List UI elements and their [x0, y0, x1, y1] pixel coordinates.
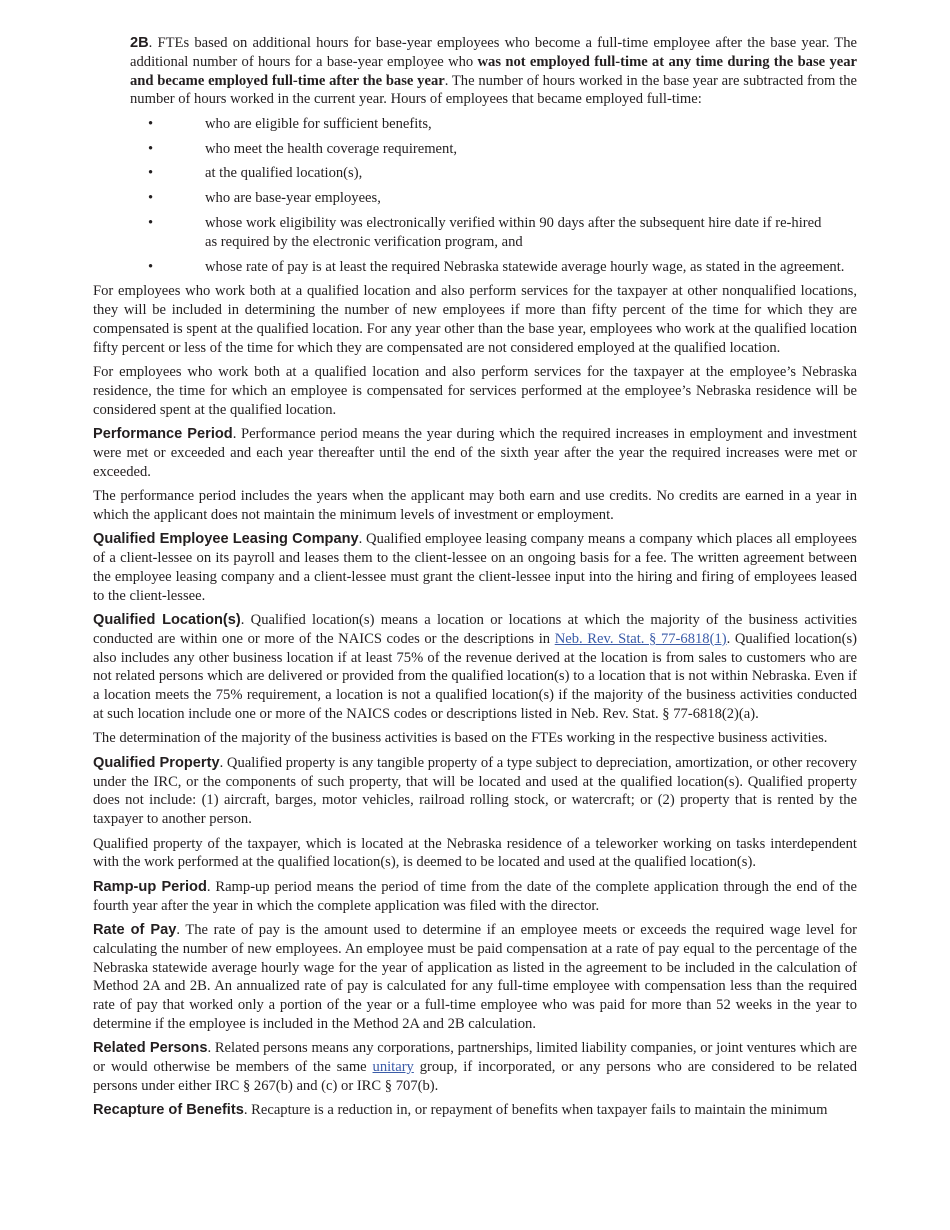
bullet-icon: •: [148, 115, 154, 132]
leasing-company-term: Qualified Employee Leasing Company: [93, 531, 359, 548]
qualified-property-followup: Qualified property of the taxpayer, which is located at the Nebraska residence of a teleworker working on tasks interdependent with the work performed at the qualified location(s), is deemed to be located and used at the qualified location(s).: [93, 835, 857, 871]
document-page: [93, 34, 857, 1126]
list-item: • who meet the health coverage requirement,: [148, 140, 458, 157]
qualified-location-followup: The determination of the majority of the business activities is based on the FTEs working in the respective business activities.: [93, 730, 828, 747]
nebraska-residence-paragraph: For employees who work both at a qualified location and also perform services for the taxpayer at the employee’s Nebraska residence, the time for which an employee is compensated for services performed at the employee’s Nebraska residence will be considered spent at the qualified location.: [93, 364, 857, 418]
section-2b-emphasis: was not employed full-time at any time during the base year and became employed full-time after the base year: [130, 53, 857, 89]
ramp-up-period-term: Ramp-up Period: [93, 878, 207, 895]
qualified-location-definition: Qualified Location(s). Qualified location(s) means a location or locations at which the majority of the business activities conducted are within one or more of the NAICS codes or the descriptions in Neb. Rev. Stat. § 77-6818(1). Qualified location(s) also includes any other business location if at least 75% of the revenue derived at the location is from sales to customers who are not related persons which are delivered or provided from the qualified location(s) to a location that is not within Nebraska. Even if a location meets the 75% requirement, a location is not a qualified location(s) if the majority of the business activities conducted at such location include one or more of the NAICS codes or descriptions listed in Neb. Rev. Stat. § 77-6818(2)(a).: [93, 612, 857, 723]
list-item: • whose work eligibility was electronically verified within 90 days after the subsequent hire date if re-hired as required by the electronic verification program, and: [148, 214, 822, 250]
rate-of-pay-definition: Rate of Pay. The rate of pay is the amount used to determine if an employee meets or exceeds the required wage level for calculating the number of new employees. An employee must be paid compensation at a rate of pay equal to the percentage of the Nebraska statewide average hourly wage for the year of application as listed in the agreement to be included in the calculation of Method 2A and 2B. An annualized rate of pay is calculated for any full-time employee with compensation less than the required rate of pay that worked only a portion of the year or a full-time employee who was paid for more than 52 weeks in the year to determine if the employee is included in the Method 2A and 2B calculation.: [93, 922, 857, 1032]
recapture-definition: Recapture of Benefits. Recapture is a reduction in, or repayment of benefits when taxpayer fails to maintain the minimum: [93, 1102, 828, 1119]
list-item: • whose rate of pay is at least the required Nebraska statewide average hourly wage, as stated in the agreement.: [148, 258, 845, 275]
qualified-location-term: Qualified Location(s): [93, 612, 241, 629]
recapture-term: Recapture of Benefits: [93, 1102, 244, 1119]
unitary-link[interactable]: unitary: [372, 1059, 414, 1076]
related-persons-definition: Related Persons. Related persons means any corporations, partnerships, limited liability companies, or joint ventures which are or would otherwise be members of the same unitary group, if incorporated, or any persons who are considered to be related persons under either IRC § 267(b) and (c) or IRC § 707(b).: [93, 1040, 857, 1094]
performance-period-term: Performance Period: [93, 426, 233, 443]
bullet-icon: •: [148, 214, 154, 231]
performance-period-definition: Performance Period. Performance period means the year during which the required increases in employment and investment were met or exceeded and each year thereafter until the end of the sixth year after the year the required increases were met or exceeded.: [93, 426, 857, 480]
list-item: • who are base-year employees,: [148, 190, 381, 207]
rate-of-pay-term: Rate of Pay: [93, 922, 177, 938]
nonqualified-locations-paragraph: For employees who work both at a qualified location and also perform services for the taxpayer at other nonqualified locations, they will be included in determining the number of new employees if more than fifty percent of the time for which they are compensated is spent at the qualified location. For any year other than the base year, employees who work at the qualified location fifty percent or less of the time for which they are compensated are not considered employed at the qualified location.: [93, 283, 857, 356]
section-2b-paragraph: 2B. FTEs based on additional hours for base-year employees who become a full-time employee after the base year. The additional number of hours for a base-year employee who was not employed full-time at any time during the base year and became employed full-time after the base year. The number of hours worked in the base year are subtracted from the number of hours worked in the current year. Hours of employees that became employed full-time:: [130, 35, 857, 108]
leasing-company-definition: Qualified Employee Leasing Company. Qualified employee leasing company means a company which places all employees of a client-lessee on its payroll and leases them to the client-lessee on an ongoing basis for a fee. The written agreement between the employee leasing company and a client-lessee must grant the client-lessee input into the hiring and firing of employees leased to the client-lessee.: [93, 531, 857, 604]
performance-period-followup: The performance period includes the years when the applicant may both earn and use credits. No credits are earned in a year in which the applicant does not maintain the minimum levels of investment or employment.: [93, 488, 857, 523]
section-2b-bullet-list: [93, 115, 857, 277]
list-item: • who are eligible for sufficient benefits,: [148, 115, 432, 132]
qualified-property-definition: Qualified Property. Qualified property is any tangible property of a type subject to depreciation, amortization, or other recovery under the IRC, or the components of such property, that will be located and used at the qualified location(s). Qualified property does not include: (1) aircraft, barges, motor vehicles, railroad rolling stock, or watercraft; or (2) property that is rented by the taxpayer to another person.: [93, 754, 857, 828]
qualified-property-term: Qualified Property: [93, 754, 220, 771]
bullet-icon: •: [148, 258, 154, 275]
list-item: • at the qualified location(s),: [148, 165, 363, 182]
ramp-up-period-definition: Ramp-up Period. Ramp-up period means the period of time from the date of the complete application through the end of the fourth year after the year in which the complete application was filed with the director.: [93, 878, 858, 914]
bullet-icon: •: [148, 140, 154, 157]
bullet-icon: •: [148, 190, 154, 207]
statute-77-6818-link[interactable]: Neb. Rev. Stat. § 77-6818(1): [554, 630, 727, 647]
related-persons-term: Related Persons: [93, 1040, 208, 1057]
section-2b-label: 2B: [130, 35, 149, 51]
bullet-icon: •: [148, 165, 154, 182]
